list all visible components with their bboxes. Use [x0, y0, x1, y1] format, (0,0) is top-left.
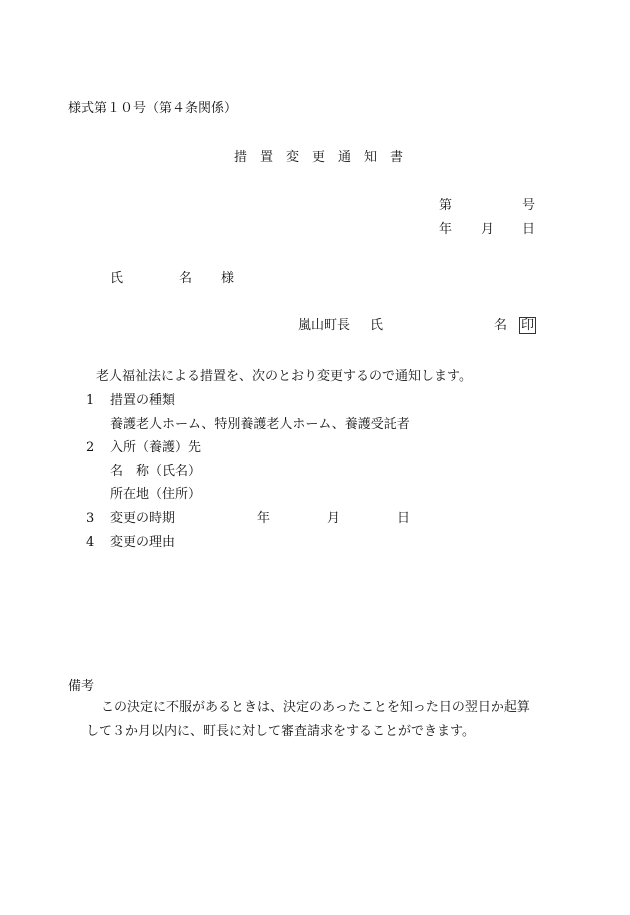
item-4-label: 変更の理由 — [110, 535, 176, 550]
seal-mark — [519, 317, 536, 334]
item-2-address: 所在地（住所） — [110, 487, 202, 502]
remarks-line-2: して３か月以内に、町長に対して審査請求をすることができます。 — [86, 724, 475, 739]
item-1-number: 1 — [86, 393, 95, 408]
item-3-month: 月 — [327, 511, 341, 526]
sender-office: 嵐山町長 — [298, 318, 351, 333]
item-1-detail: 養護老人ホーム、特別養護老人ホーム、養護受託者 — [110, 417, 410, 432]
date-day: 日 — [522, 222, 536, 237]
intro-text: 老人福祉法による措置を、次のとおり変更するので通知します。 — [96, 369, 472, 384]
sender-mei: 名 — [494, 318, 508, 333]
recipient-uji: 氏 — [110, 271, 124, 286]
seal-label: 印 — [521, 318, 535, 333]
recipient-mei: 名 — [179, 271, 193, 286]
item-1-label: 措置の種類 — [110, 393, 176, 408]
item-2-number: 2 — [86, 440, 95, 455]
sender-uji: 氏 — [370, 318, 384, 333]
item-4-number: 4 — [86, 535, 95, 550]
form-number: 様式第１０号（第４条関係） — [68, 101, 238, 116]
document-title: 措 置 変 更 通 知 書 — [234, 150, 404, 165]
doc-number-go: 号 — [522, 198, 536, 213]
item-3-label: 変更の時期 — [110, 511, 176, 526]
date-year: 年 — [439, 222, 453, 237]
item-3-day: 日 — [397, 511, 411, 526]
remarks-heading: 備考 — [68, 679, 95, 694]
item-3-year: 年 — [257, 511, 271, 526]
doc-number-dai: 第 — [439, 198, 453, 213]
date-month: 月 — [481, 222, 495, 237]
item-2-label: 入所（養護）先 — [110, 440, 202, 455]
remarks-line-1: この決定に不服があるときは、決定のあったことを知った日の翌日か起算 — [101, 700, 530, 715]
item-3-number: 3 — [86, 511, 95, 526]
recipient-sama: 様 — [221, 271, 235, 286]
item-2-name: 名 称（氏名） — [110, 464, 202, 479]
